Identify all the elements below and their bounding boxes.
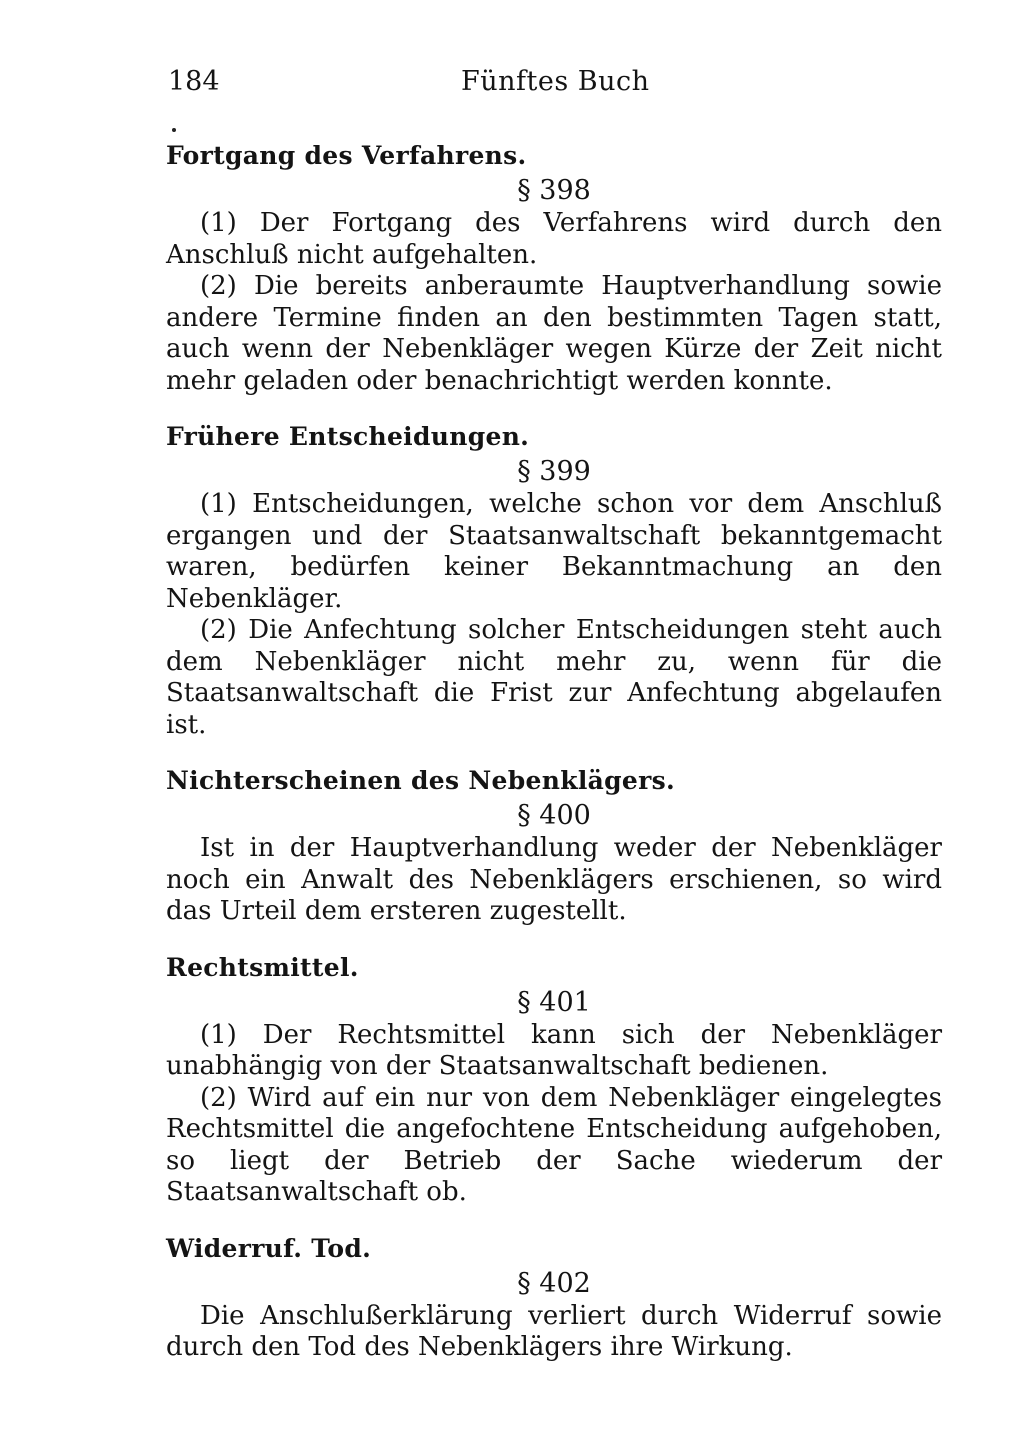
paragraph-number: § 401: [517, 986, 591, 1018]
paragraph-text: (2) Die bereits anberaumte Hauptverhandlung sowie andere Termine finden an den bestimmten Tagen statt, auch wenn der Nebenkläger wegen Kürze der Zeit nicht mehr geladen oder benachrichtigt werden konnte.: [166, 271, 942, 396]
section-400: [166, 765, 942, 928]
section-heading: Fortgang des Verfahrens.: [166, 141, 527, 170]
page-body: [166, 140, 942, 1364]
section-398: [166, 140, 942, 397]
paragraph-number: § 400: [517, 800, 591, 831]
page-header: [168, 66, 942, 110]
section-heading: Rechtsmittel.: [166, 952, 359, 982]
paragraph-text: (2) Wird auf ein nur von dem Nebenkläger eingelegtes Rechtsmittel die angefochtene Entscheidung aufgehoben, so liegt der Betrieb der Sache wiederum der Staatsanwaltschaft ob.: [166, 1082, 942, 1207]
paragraph-text: (2) Die Anfechtung solcher Entscheidungen steht auch dem Nebenkläger nicht mehr zu, wenn für die Staatsanwaltschaft die Frist zur Anfechtung abgelaufen ist.: [166, 615, 942, 740]
paragraph-text: (1) Der Fortgang des Verfahrens wird durch den Anschluß nicht aufgehalten.: [166, 208, 942, 270]
paragraph-number: § 398: [517, 175, 591, 206]
paragraph-number: § 399: [517, 456, 591, 487]
stray-mark: [172, 128, 176, 132]
paragraph-text: Die Anschlußerklärung verliert durch Widerruf sowie durch den Tod des Nebenklägers ihre Wirkung.: [166, 1300, 942, 1362]
paragraph-number: § 402: [517, 1267, 591, 1299]
paragraph-text: (1) Der Rechtsmittel kann sich der Nebenkläger unabhängig von der Staatsanwaltschaft bedienen.: [166, 1019, 942, 1081]
section-heading: Nichterscheinen des Nebenklägers.: [166, 766, 675, 795]
running-head: Fünftes Buch: [461, 66, 650, 97]
section-399: [166, 421, 942, 741]
section-402: [166, 1233, 942, 1364]
paragraph-text: (1) Entscheidungen, welche schon vor dem Anschluß ergangen und der Staatsanwaltschaft bekanntgemacht waren, bedürfen keiner Bekanntmachung an den Nebenkläger.: [166, 489, 942, 614]
section-401: [166, 952, 942, 1209]
paragraph-text: Ist in der Hauptverhandlung weder der Nebenkläger noch ein Anwalt des Nebenklägers erschienen, so wird das Urteil dem ersteren zugestellt.: [166, 833, 942, 926]
section-heading: Widerruf. Tod.: [166, 1233, 372, 1263]
section-heading: Frühere Entscheidungen.: [166, 422, 530, 451]
page-number: 184: [168, 66, 220, 97]
